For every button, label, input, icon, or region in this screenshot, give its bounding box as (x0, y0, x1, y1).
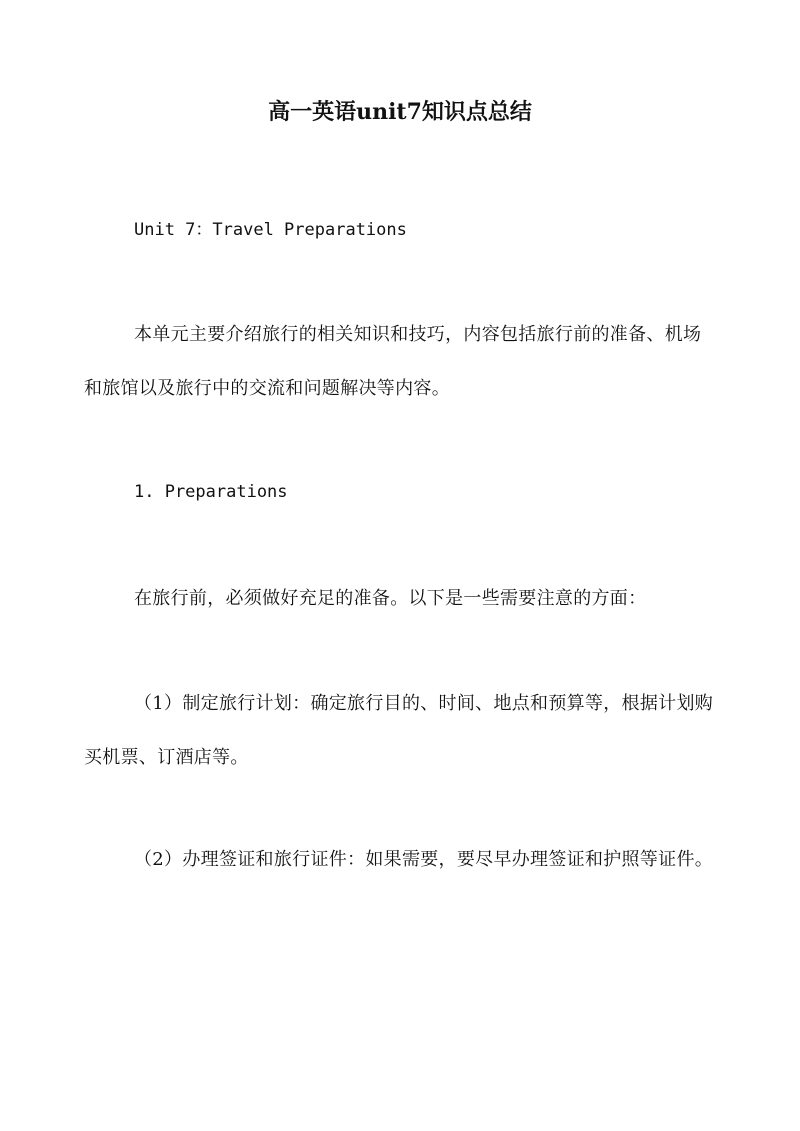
list-item-visa: （2）办理签证和旅行证件：如果需要，要尽早办理签证和护照等证件。 (134, 849, 714, 870)
section-heading-preparations: 1. Preparations (134, 482, 288, 502)
unit-heading: Unit 7：Travel Preparations (134, 220, 407, 240)
list-item-plan: （1）制定旅行计划：确定旅行目的、时间、地点和预算等，根据计划购买机票、订酒店等。 (84, 693, 714, 768)
document-title: 高一英语unit7知识点总结 (268, 99, 532, 125)
intro-paragraph: 本单元主要介绍旅行的相关知识和技巧，内容包括旅行前的准备、机场和旅馆以及旅行中的交流和问题解决等内容。 (84, 324, 702, 399)
preparations-intro: 在旅行前，必须做好充足的准备。以下是一些需要注意的方面： (134, 588, 647, 609)
